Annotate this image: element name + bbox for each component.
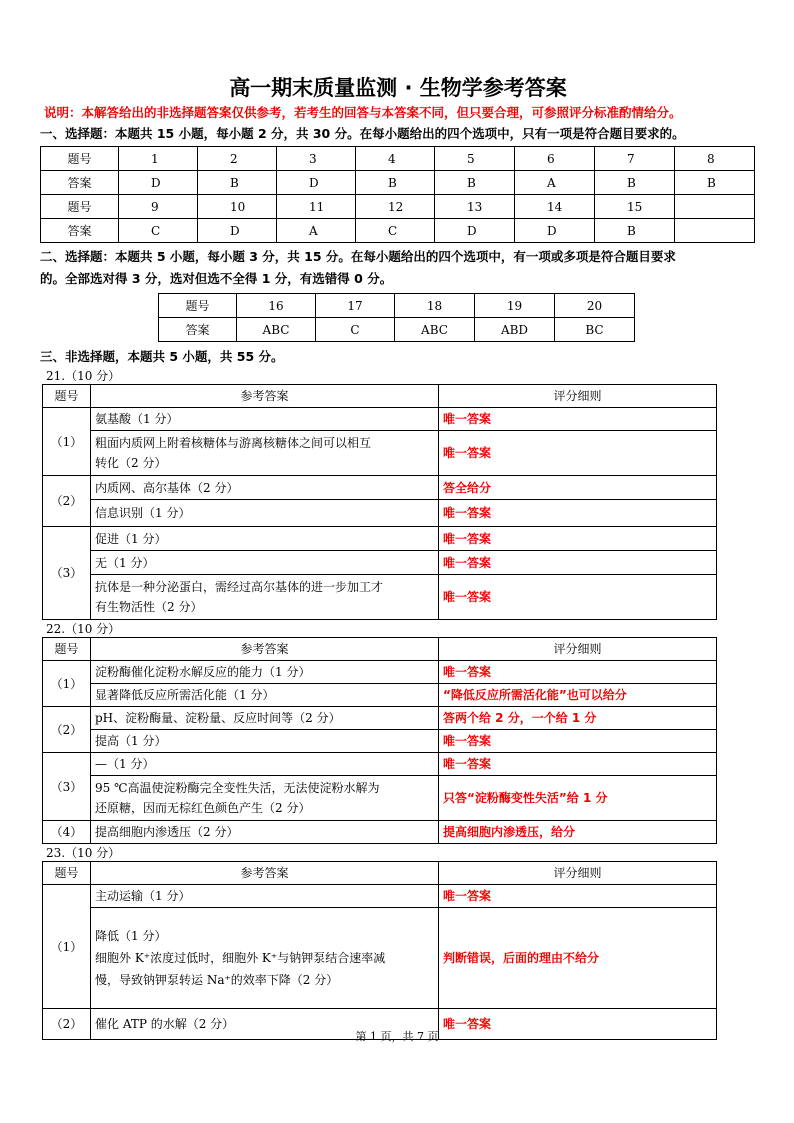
part-number: （2）: [43, 707, 91, 753]
question-number: 18: [395, 294, 475, 318]
reference-answer: [91, 908, 439, 1009]
answer-value: B: [198, 171, 277, 195]
answer-value: B: [356, 171, 435, 195]
scoring-rule: 判断错误，后面的理由不给分: [439, 908, 717, 1009]
section3-heading: 三、非选择题，本题共 5 小题，共 55 分。: [40, 349, 284, 364]
q23-label: 23.（10 分）: [46, 846, 121, 860]
section1-heading: 一、选择题：本题共 15 小题，每小题 2 分，共 30 分。在每小题给出的四个选项中，只有一项是符合题目要求的。: [40, 126, 685, 141]
answer-label: 答案: [41, 219, 119, 243]
answer-label: 答案: [159, 318, 237, 342]
question-label: 题号: [41, 195, 119, 219]
question-number: 2: [198, 147, 277, 171]
table-header-row: [43, 385, 717, 408]
question-number: [675, 195, 755, 219]
scoring-rule: 唯一答案: [439, 1009, 717, 1040]
scoring-rule: 唯一答案: [439, 527, 717, 551]
answer-line: 有生物活性（2 分）: [95, 600, 203, 614]
answer-label: 答案: [41, 171, 119, 195]
table-row: [43, 551, 717, 575]
scoring-rule: 唯一答案: [439, 500, 717, 527]
reference-answer: 催化 ATP 的水解（2 分）: [91, 1009, 439, 1040]
answer-value: ABC: [395, 318, 475, 342]
q22-label: 22.（10 分）: [46, 622, 121, 636]
answer-line: 慢，导致钠钾泵转运 Na⁺的效率下降（2 分）: [95, 973, 339, 987]
q21-table: [42, 384, 717, 620]
answer-line: 95 ℃高温使淀粉酶完全变性失活，无法使淀粉水解为: [95, 781, 380, 795]
answer-value: C: [119, 219, 198, 243]
reference-answer: 信息识别（1 分）: [91, 500, 439, 527]
table-row: [41, 195, 755, 219]
reference-answer: 显著降低反应所需活化能（1 分）: [91, 684, 439, 707]
table-row: [43, 661, 717, 684]
answer-value: C: [316, 318, 395, 342]
question-number: 16: [237, 294, 316, 318]
answer-value: A: [515, 171, 595, 195]
answer-value: [675, 219, 755, 243]
scoring-rule: 唯一答案: [439, 575, 717, 620]
col-header-scoring: 评分细则: [439, 638, 717, 661]
answer-line: 细胞外 K⁺浓度过低时，细胞外 K⁺与钠钾泵结合速率减: [95, 951, 386, 965]
scoring-rule: 唯一答案: [439, 753, 717, 776]
part-number: （3）: [43, 527, 91, 620]
answer-value: B: [675, 171, 755, 195]
scoring-rule: 答两个给 2 分，一个给 1 分: [439, 707, 717, 730]
question-number: 14: [515, 195, 595, 219]
reference-answer: pH、淀粉酶量、淀粉量、反应时间等（2 分）: [91, 707, 439, 730]
answer-line: 粗面内质网上附着核糖体与游离核糖体之间可以相互: [95, 436, 372, 450]
question-number: 5: [435, 147, 515, 171]
question-number: 4: [356, 147, 435, 171]
q21-label: 21.（10 分）: [46, 369, 121, 383]
answer-value: A: [277, 219, 356, 243]
reference-answer: 无（1 分）: [91, 551, 439, 575]
question-number: 1: [119, 147, 198, 171]
col-header-reference: 参考答案: [91, 385, 439, 408]
table-row: [43, 885, 717, 908]
part-number: （1）: [43, 661, 91, 707]
section2-answer-table: [158, 293, 635, 342]
reference-answer: 内质网、高尔基体（2 分）: [91, 476, 439, 500]
question-number: 11: [277, 195, 356, 219]
reference-answer: 促进（1 分）: [91, 527, 439, 551]
answer-value: BC: [555, 318, 635, 342]
question-number: 20: [555, 294, 635, 318]
table-row: [43, 684, 717, 707]
section2-heading-line2: 的。全部选对得 3 分，选对但选不全得 1 分，有选错得 0 分。: [40, 271, 393, 286]
table-row: [159, 318, 635, 342]
answer-value: D: [515, 219, 595, 243]
scoring-rule: 唯一答案: [439, 551, 717, 575]
answer-value: ABC: [237, 318, 316, 342]
answer-line: 抗体是一种分泌蛋白，需经过高尔基体的进一步加工才: [95, 580, 384, 594]
part-number: （1）: [43, 885, 91, 1009]
question-number: 9: [119, 195, 198, 219]
table-row: [43, 730, 717, 753]
reference-answer: 提高细胞内渗透压（2 分）: [91, 821, 439, 844]
reference-answer: 主动运输（1 分）: [91, 885, 439, 908]
scoring-rule: 唯一答案: [439, 730, 717, 753]
table-row: [43, 753, 717, 776]
scoring-rule: 唯一答案: [439, 885, 717, 908]
table-row: [43, 908, 717, 1009]
question-number: 15: [595, 195, 675, 219]
answer-value: D: [119, 171, 198, 195]
part-number: （1）: [43, 408, 91, 476]
question-number: 17: [316, 294, 395, 318]
scoring-rule: 只答“淀粉酶变性失活”给 1 分: [439, 776, 717, 821]
part-number: （3）: [43, 753, 91, 821]
answer-value: B: [435, 171, 515, 195]
table-row: [41, 171, 755, 195]
question-label: 题号: [159, 294, 237, 318]
table-row: [41, 147, 755, 171]
reference-answer: 淀粉酶催化淀粉水解反应的能力（1 分）: [91, 661, 439, 684]
scoring-rule: 答全给分: [439, 476, 717, 500]
reference-answer: —（1 分）: [91, 753, 439, 776]
col-header-scoring: 评分细则: [439, 862, 717, 885]
table-row: [43, 575, 717, 620]
q22-table: [42, 637, 717, 844]
table-row: [43, 527, 717, 551]
section2-heading-line1: 二、选择题：本题共 5 小题，每小题 3 分，共 15 分。在每小题给出的四个选项中，有一项或多项是符合题目要求: [40, 249, 676, 264]
table-row: [159, 294, 635, 318]
answer-value: B: [595, 219, 675, 243]
col-header-reference: 参考答案: [91, 638, 439, 661]
col-header-number: 题号: [43, 385, 91, 408]
col-header-reference: 参考答案: [91, 862, 439, 885]
scoring-rule: 提高细胞内渗透压，给分: [439, 821, 717, 844]
answer-value: D: [277, 171, 356, 195]
reference-answer: [91, 575, 439, 620]
col-header-number: 题号: [43, 862, 91, 885]
question-number: 6: [515, 147, 595, 171]
reference-answer: 氨基酸（1 分）: [91, 408, 439, 431]
table-row: [43, 821, 717, 844]
question-number: 8: [675, 147, 755, 171]
answer-line: 还原糖，因而无棕红色颜色产生（2 分）: [95, 801, 311, 815]
section1-answer-table: [40, 146, 755, 243]
question-number: 13: [435, 195, 515, 219]
table-header-row: [43, 862, 717, 885]
reference-answer: [91, 431, 439, 476]
q23-table: [42, 861, 717, 1040]
question-number: 7: [595, 147, 675, 171]
table-row: [43, 776, 717, 821]
answer-value: D: [198, 219, 277, 243]
answer-value: B: [595, 171, 675, 195]
answer-page: [40, 74, 756, 1040]
answer-value: D: [435, 219, 515, 243]
part-number: （2）: [43, 476, 91, 527]
question-number: 10: [198, 195, 277, 219]
answer-line: 降低（1 分）: [95, 929, 167, 943]
question-number: 19: [475, 294, 555, 318]
col-header-scoring: 评分细则: [439, 385, 717, 408]
reference-answer: [91, 776, 439, 821]
table-row: [43, 707, 717, 730]
col-header-number: 题号: [43, 638, 91, 661]
table-row: [43, 431, 717, 476]
question-number: 12: [356, 195, 435, 219]
page-title: 高一期末质量监测 · 生物学参考答案: [229, 76, 567, 100]
instruction-note: 说明：本解答给出的非选择题答案仅供参考，若考生的回答与本答案不同，但只要合理，可参照评分标准酌情给分。: [44, 105, 682, 120]
table-row: [43, 476, 717, 500]
table-row: [43, 500, 717, 527]
reference-answer: 提高（1 分）: [91, 730, 439, 753]
scoring-rule: 唯一答案: [439, 408, 717, 431]
part-number: （2）: [43, 1009, 91, 1040]
scoring-rule: 唯一答案: [439, 661, 717, 684]
question-number: 3: [277, 147, 356, 171]
page-footer: 第 1 页，共 7 页: [355, 1030, 439, 1043]
question-label: 题号: [41, 147, 119, 171]
table-row: [43, 408, 717, 431]
scoring-rule: 唯一答案: [439, 431, 717, 476]
part-number: （4）: [43, 821, 91, 844]
answer-value: C: [356, 219, 435, 243]
answer-value: ABD: [475, 318, 555, 342]
scoring-rule: “降低反应所需活化能”也可以给分: [439, 684, 717, 707]
answer-line: 转化（2 分）: [95, 456, 167, 470]
table-header-row: [43, 638, 717, 661]
table-row: [41, 219, 755, 243]
